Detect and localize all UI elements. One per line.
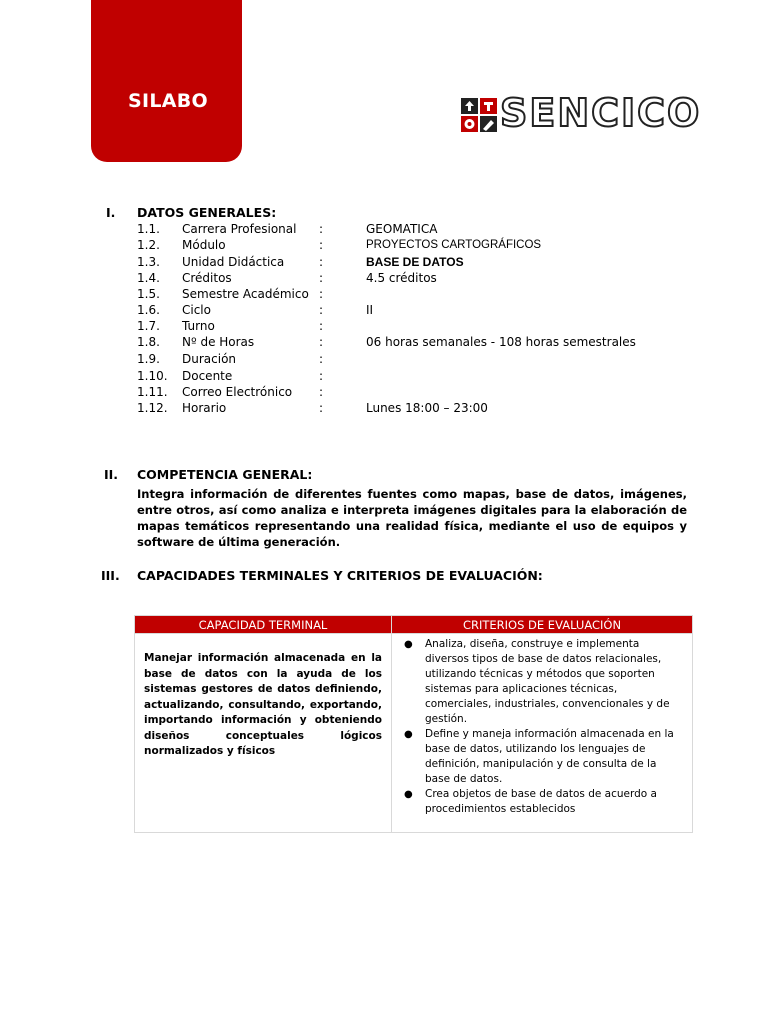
criterion-text: Define y maneja información almacenada en la base de datos, utilizando los lenguajes de definición, manipulación y de consulta de la base de datos. (425, 728, 674, 785)
row-colon: : (319, 255, 324, 269)
row-colon: : (319, 335, 324, 349)
row-number: 1.11. (137, 385, 168, 399)
row-colon: : (319, 222, 324, 236)
row-label: Módulo (182, 238, 226, 252)
criteria-list (393, 635, 691, 831)
row-value: PROYECTOS CARTOGRÁFICOS (366, 239, 542, 251)
row-label: Unidad Didáctica (182, 255, 285, 269)
section-3-number: III. (101, 568, 120, 583)
bullet-icon: ● (404, 639, 413, 650)
capacities-table (134, 615, 693, 833)
row-value: II (366, 303, 374, 317)
row-label: Carrera Profesional (182, 222, 297, 236)
row-value: Lunes 18:00 – 23:00 (366, 401, 488, 415)
row-colon: : (319, 271, 324, 285)
competence-text: Integra información de diferentes fuentes como mapas, base de datos, imágenes, entre otros, así como analiza e interpreta imágenes digitales para la elaboración de mapas temáticos representando una realidad física, mediante el uso de equipos y software de última generación. (137, 487, 687, 549)
capacity-text: Manejar información almacenada en la base de datos con la ayuda de los sistemas gestores de datos definiendo, actualizando, consultando, exportando, importando información y obteniendo diseños conceptuales lógicos normalizados y físicos (144, 652, 382, 757)
row-label: Horario (182, 401, 227, 415)
row-value: 06 horas semanales - 108 horas semestrales (366, 335, 636, 349)
table-row (135, 634, 693, 833)
row-colon: : (319, 287, 324, 301)
criteria-cell (392, 634, 693, 833)
row-number: 1.5. (137, 287, 160, 301)
table-header-row (135, 616, 693, 634)
row-number: 1.8. (137, 335, 160, 349)
column-header-capacity: CAPACIDAD TERMINAL (135, 616, 392, 634)
row-number: 1.1. (137, 222, 160, 236)
list-item (401, 787, 683, 817)
section-2-number: II. (104, 467, 119, 482)
bullet-icon: ● (404, 729, 413, 740)
row-value: BASE DE DATOS (366, 255, 464, 269)
row-colon: : (319, 319, 324, 333)
capacity-cell (135, 634, 392, 833)
row-number: 1.2. (137, 238, 160, 252)
row-number: 1.3. (137, 255, 160, 269)
row-value: 4.5 créditos (366, 271, 437, 285)
sencico-logo (460, 91, 702, 135)
row-label: Turno (182, 319, 215, 333)
section-2-title: COMPETENCIA GENERAL: (137, 467, 313, 482)
criterion-text: Analiza, diseña, construye e implementa diversos tipos de base de datos relacionales, utilizando técnicas y métodos que soporten sistemas para aplicaciones técnicas, comerciales, industriales, convencionales y de gestión. (425, 638, 670, 725)
row-colon: : (319, 238, 324, 252)
bullet-icon: ● (404, 789, 413, 800)
row-colon: : (319, 385, 324, 399)
row-label: Correo Electrónico (182, 385, 293, 399)
section-3-title: CAPACIDADES TERMINALES Y CRITERIOS DE EVALUACIÓN: (137, 568, 543, 583)
column-header-criteria: CRITERIOS DE EVALUACIÓN (392, 616, 693, 634)
row-label: Ciclo (182, 303, 211, 317)
list-item (401, 637, 683, 727)
logo-wordmark: SENCICO (500, 91, 702, 135)
row-number: 1.10. (137, 369, 168, 383)
document-title: SILABO (128, 90, 208, 112)
section-1-title: DATOS GENERALES: (137, 205, 277, 220)
row-number: 1.4. (137, 271, 160, 285)
row-label: Duración (182, 352, 237, 366)
row-number: 1.6. (137, 303, 160, 317)
row-colon: : (319, 401, 324, 415)
row-number: 1.7. (137, 319, 160, 333)
row-label: Docente (182, 369, 233, 383)
row-number: 1.12. (137, 401, 168, 415)
logo-mark-icon (460, 97, 498, 133)
row-colon: : (319, 303, 324, 317)
row-colon: : (319, 352, 324, 366)
row-number: 1.9. (137, 352, 160, 366)
section-1-number: I. (106, 205, 116, 220)
row-label: Semestre Académico (182, 287, 309, 301)
row-colon: : (319, 369, 324, 383)
title-tab (91, 0, 242, 162)
row-label: Créditos (182, 271, 232, 285)
row-label: Nº de Horas (182, 335, 255, 349)
criterion-text: Crea objetos de base de datos de acuerdo a procedimientos establecidos (425, 788, 657, 815)
row-value: GEOMATICA (366, 222, 438, 236)
list-item (401, 727, 683, 787)
